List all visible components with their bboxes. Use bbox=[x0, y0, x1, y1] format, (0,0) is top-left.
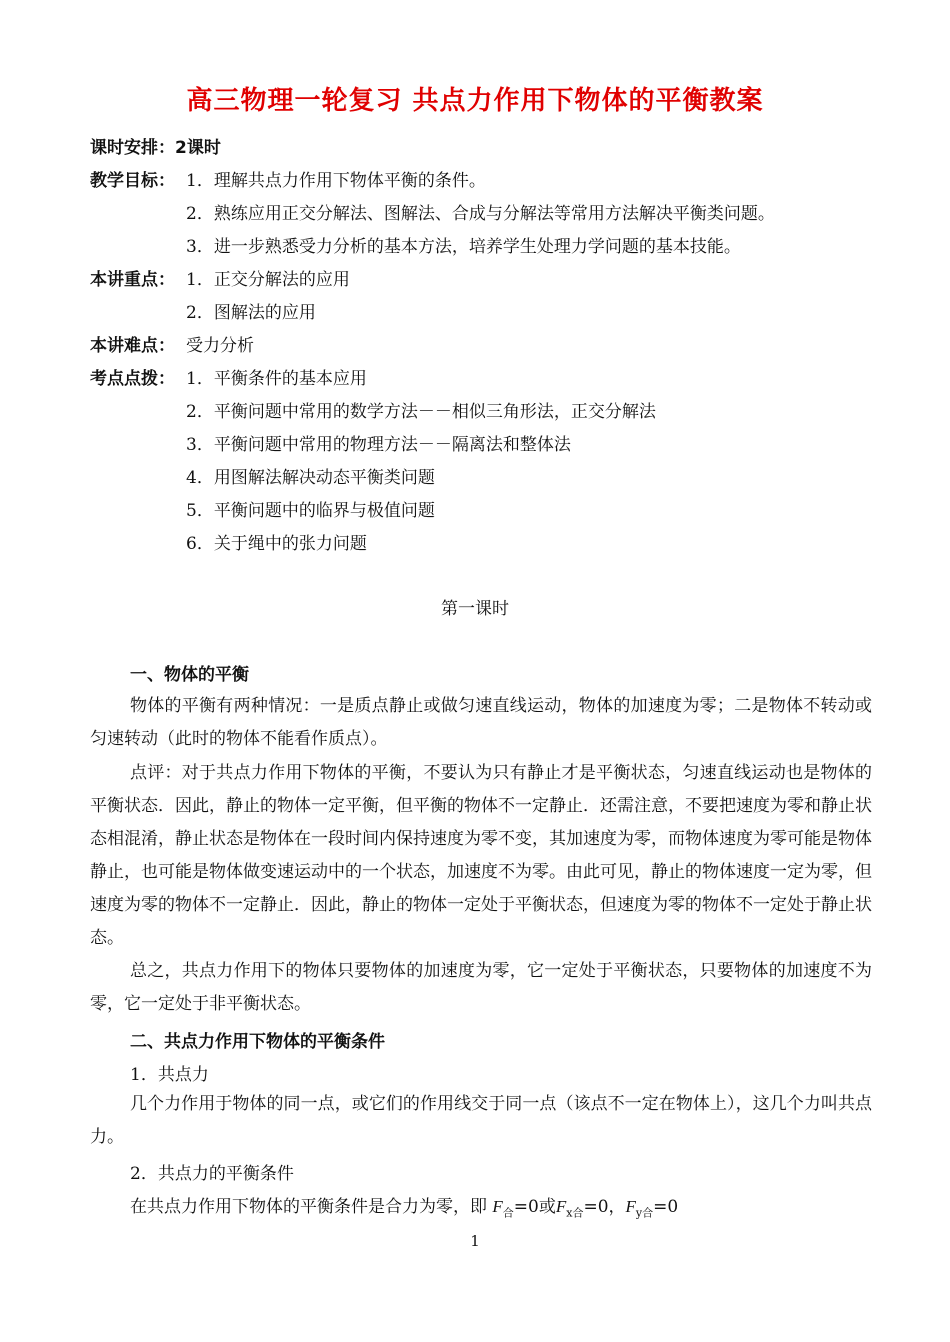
section-heading: 二、共点力作用下物体的平衡条件 bbox=[130, 1032, 385, 1052]
force-symbol: F bbox=[555, 1197, 567, 1216]
net-subscript: 合 bbox=[572, 1206, 584, 1220]
difficulty-value: 受力分析 bbox=[186, 336, 254, 356]
difficulty-label-row bbox=[90, 334, 175, 358]
points-label: 考点点拨： bbox=[90, 369, 175, 389]
lesson-heading: 第一课时 bbox=[441, 599, 509, 619]
focus-item: 2．图解法的应用 bbox=[186, 303, 316, 323]
focus-label: 本讲重点： bbox=[90, 270, 175, 290]
focus-item: 1．正交分解法的应用 bbox=[186, 270, 350, 290]
point-item: 5．平衡问题中的临界与极值问题 bbox=[186, 501, 435, 521]
subheading: 2．共点力的平衡条件 bbox=[130, 1164, 294, 1184]
page-title: 高三物理一轮复习 共点力作用下物体的平衡教案 bbox=[186, 86, 764, 116]
subheading: 1．共点力 bbox=[130, 1065, 209, 1085]
or-word: 或 bbox=[538, 1197, 556, 1217]
schedule-label: 课时安排： bbox=[90, 138, 175, 158]
goals-label-row bbox=[90, 169, 175, 193]
points-label-row bbox=[90, 367, 175, 391]
equals-zero: =0 bbox=[653, 1197, 679, 1217]
paragraph: 点评：对于共点力作用下物体的平衡，不要认为只有静止才是平衡状态，匀速直线运动也是物体的平衡状态．因此，静止的物体一定平衡，但平衡的物体不一定静止．还需注意，不要把速度为零和静止状态相混淆，静止状态是物体在一段时间内保持速度为零不变，其加速度为零，而物体速度为零可能是物体静止，也可能是物体做变速运动中的一个状态，加速度不为零。由此可见，静止的物体速度一定为零，但速度为零的物体不一定静止．因此，静止的物体一定处于平衡状态，但速度为零的物体不一定处于静止状态。 bbox=[90, 763, 872, 948]
force-symbol: F bbox=[492, 1197, 503, 1216]
y-subscript bbox=[636, 1206, 653, 1219]
net-subscript: 合 bbox=[642, 1206, 654, 1220]
goal-item: 1．理解共点力作用下物体平衡的条件。 bbox=[186, 171, 486, 191]
paragraph: 物体的平衡有两种情况：一是质点静止或做匀速直线运动，物体的加速度为零；二是物体不转动或匀速转动（此时的物体不能看作质点）。 bbox=[90, 696, 872, 749]
equilibrium-condition bbox=[130, 1192, 678, 1220]
comma: ， bbox=[608, 1197, 626, 1217]
page-number: 1 bbox=[470, 1232, 480, 1250]
point-item: 4．用图解法解决动态平衡类问题 bbox=[186, 468, 435, 488]
equals-zero: =0 bbox=[583, 1197, 609, 1217]
goal-item: 3．进一步熟悉受力分析的基本方法，培养学生处理力学问题的基本技能。 bbox=[186, 237, 741, 257]
section-heading: 一、物体的平衡 bbox=[130, 665, 249, 685]
point-item: 6．关于绳中的张力问题 bbox=[186, 534, 367, 554]
paragraph: 几个力作用于物体的同一点，或它们的作用线交于同一点（该点不一定在物体上），这几个力叫共点力。 bbox=[90, 1094, 872, 1147]
point-item: 2．平衡问题中常用的数学方法－－相似三角形法，正交分解法 bbox=[186, 402, 656, 422]
point-item: 3．平衡问题中常用的物理方法－－隔离法和整体法 bbox=[186, 435, 571, 455]
difficulty-label: 本讲难点： bbox=[90, 336, 175, 356]
condition-text: 在共点力作用下物体的平衡条件是合力为零，即 bbox=[130, 1197, 487, 1217]
force-symbol: F bbox=[625, 1197, 636, 1216]
equals-zero: =0 bbox=[513, 1197, 539, 1217]
x-label: x bbox=[566, 1206, 573, 1220]
net-subscript: 合 bbox=[502, 1206, 514, 1220]
schedule-value: 2课时 bbox=[175, 138, 221, 158]
y-label: y bbox=[635, 1206, 643, 1220]
point-item: 1．平衡条件的基本应用 bbox=[186, 369, 367, 389]
goal-item: 2．熟练应用正交分解法、图解法、合成与分解法等常用方法解决平衡类问题。 bbox=[186, 204, 775, 224]
focus-label-row bbox=[90, 268, 175, 292]
x-subscript bbox=[566, 1206, 583, 1219]
goals-label: 教学目标： bbox=[90, 171, 175, 191]
schedule-row bbox=[90, 136, 221, 160]
paragraph: 总之，共点力作用下的物体只要物体的加速度为零，它一定处于平衡状态，只要物体的加速度不为零，它一定处于非平衡状态。 bbox=[90, 961, 872, 1014]
